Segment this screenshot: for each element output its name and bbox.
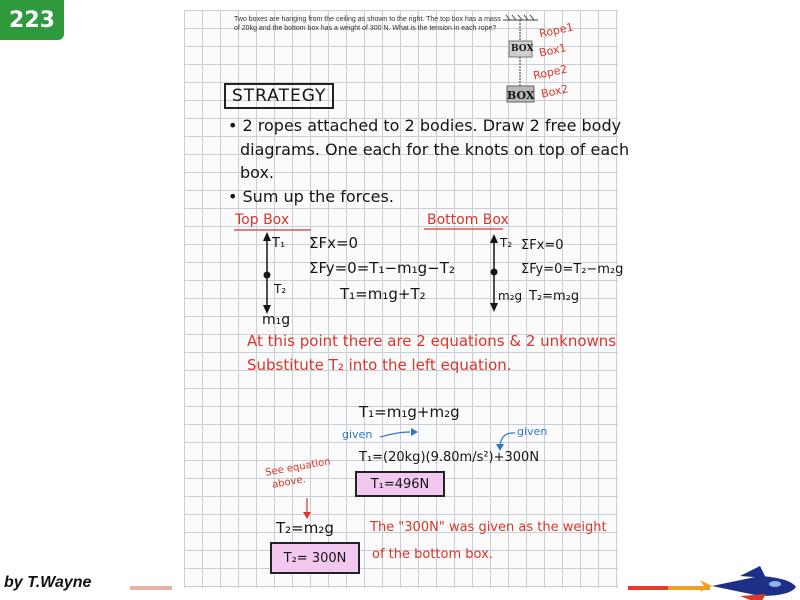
footer-bar-left [130, 586, 172, 590]
box2-label: BOX [507, 89, 535, 102]
bullet-1-line-2: diagrams. One each for the knots on top of each [240, 140, 630, 159]
rope2-annotation: Rope2 [532, 62, 569, 83]
given-right-arrow [500, 433, 515, 445]
slide-number: 223 [9, 7, 55, 33]
box2-annotation: Box2 [539, 82, 570, 101]
bottom-box-heading: Bottom Box [427, 212, 509, 228]
top-knot [264, 272, 271, 279]
bottom-sum-fy: ΣFy=0=T₂−m₂g [521, 262, 624, 277]
answer-t2: T₂= 300N [283, 550, 347, 566]
rope1-annotation: Rope1 [538, 20, 575, 41]
m2g-arrowhead [490, 303, 498, 312]
bottom-sum-fx: ΣFx=0 [521, 238, 564, 253]
top-t1-result: T₁=m₁g+T₂ [340, 285, 426, 303]
bottom-t2-arrowhead [490, 234, 498, 243]
note-line-1: At this point there are 2 equations & 2 unknowns [247, 332, 617, 350]
bullet-2: • Sum up the forces. [228, 187, 394, 206]
given-left-arrowhead [411, 428, 418, 436]
weight-note-2: of the bottom box. [372, 547, 493, 562]
see-equation-note-2: above. [271, 474, 307, 491]
solution-eq-2: T₁=(20kg)(9.80m/s²)+300N [359, 450, 540, 465]
note-line-2: Substitute T₂ into the left equation. [247, 356, 512, 374]
bullet-1-line-3: box. [240, 163, 275, 182]
author-credit: by T.Wayne [4, 574, 92, 591]
problem-statement: Two boxes are hanging from the ceiling as shown to the right. The top box has a mass of 20kg and the bottom box has a weight of 300 N. What is the tension in each rope? [234, 16, 501, 32]
footer-bar-right-red [628, 586, 668, 590]
rocket-logo-icon [700, 566, 796, 600]
bottom-knot [491, 269, 498, 276]
answer-t2-box [270, 542, 360, 574]
weight-note-1: The "300N" was given as the weight [370, 520, 607, 535]
bottom-t2-result: T₂=m₂g [529, 289, 580, 304]
top-box-heading: Top Box [235, 212, 290, 228]
box1-annotation: Box1 [537, 41, 568, 60]
solution-eq-1: T₁=m₁g+m₂g [359, 403, 460, 421]
t1-arrowhead [263, 232, 271, 241]
top-t2-label: T₂ [274, 282, 287, 296]
given-left-arrow [380, 432, 410, 437]
bottom-m2g-label: m₂g [498, 289, 523, 303]
answer-t1-box [355, 471, 445, 497]
ceiling [503, 15, 538, 20]
bottom-t2-label: T₂ [500, 236, 513, 250]
given-label-right: given [517, 425, 548, 438]
box1-label: BOX [511, 44, 534, 54]
top-sum-fy: ΣFy=0=T₁−m₁g−T₂ [309, 259, 455, 277]
top-m1g-label: m₁g [262, 312, 291, 328]
solution-eq-3: T₂=m₂g [276, 519, 334, 537]
strategy-heading: STRATEGY [224, 83, 334, 109]
see-equation-note-1: See equation [264, 456, 332, 479]
answer-t1: T₁=496N [370, 476, 430, 492]
given-label-left: given [342, 428, 373, 441]
top-sum-fx: ΣFx=0 [309, 234, 359, 252]
see-equation-arrowhead [303, 512, 311, 519]
bullet-1-line-1: • 2 ropes attached to 2 bodies. Draw 2 free body [228, 116, 622, 135]
top-t1-label: T₁ [272, 236, 286, 251]
